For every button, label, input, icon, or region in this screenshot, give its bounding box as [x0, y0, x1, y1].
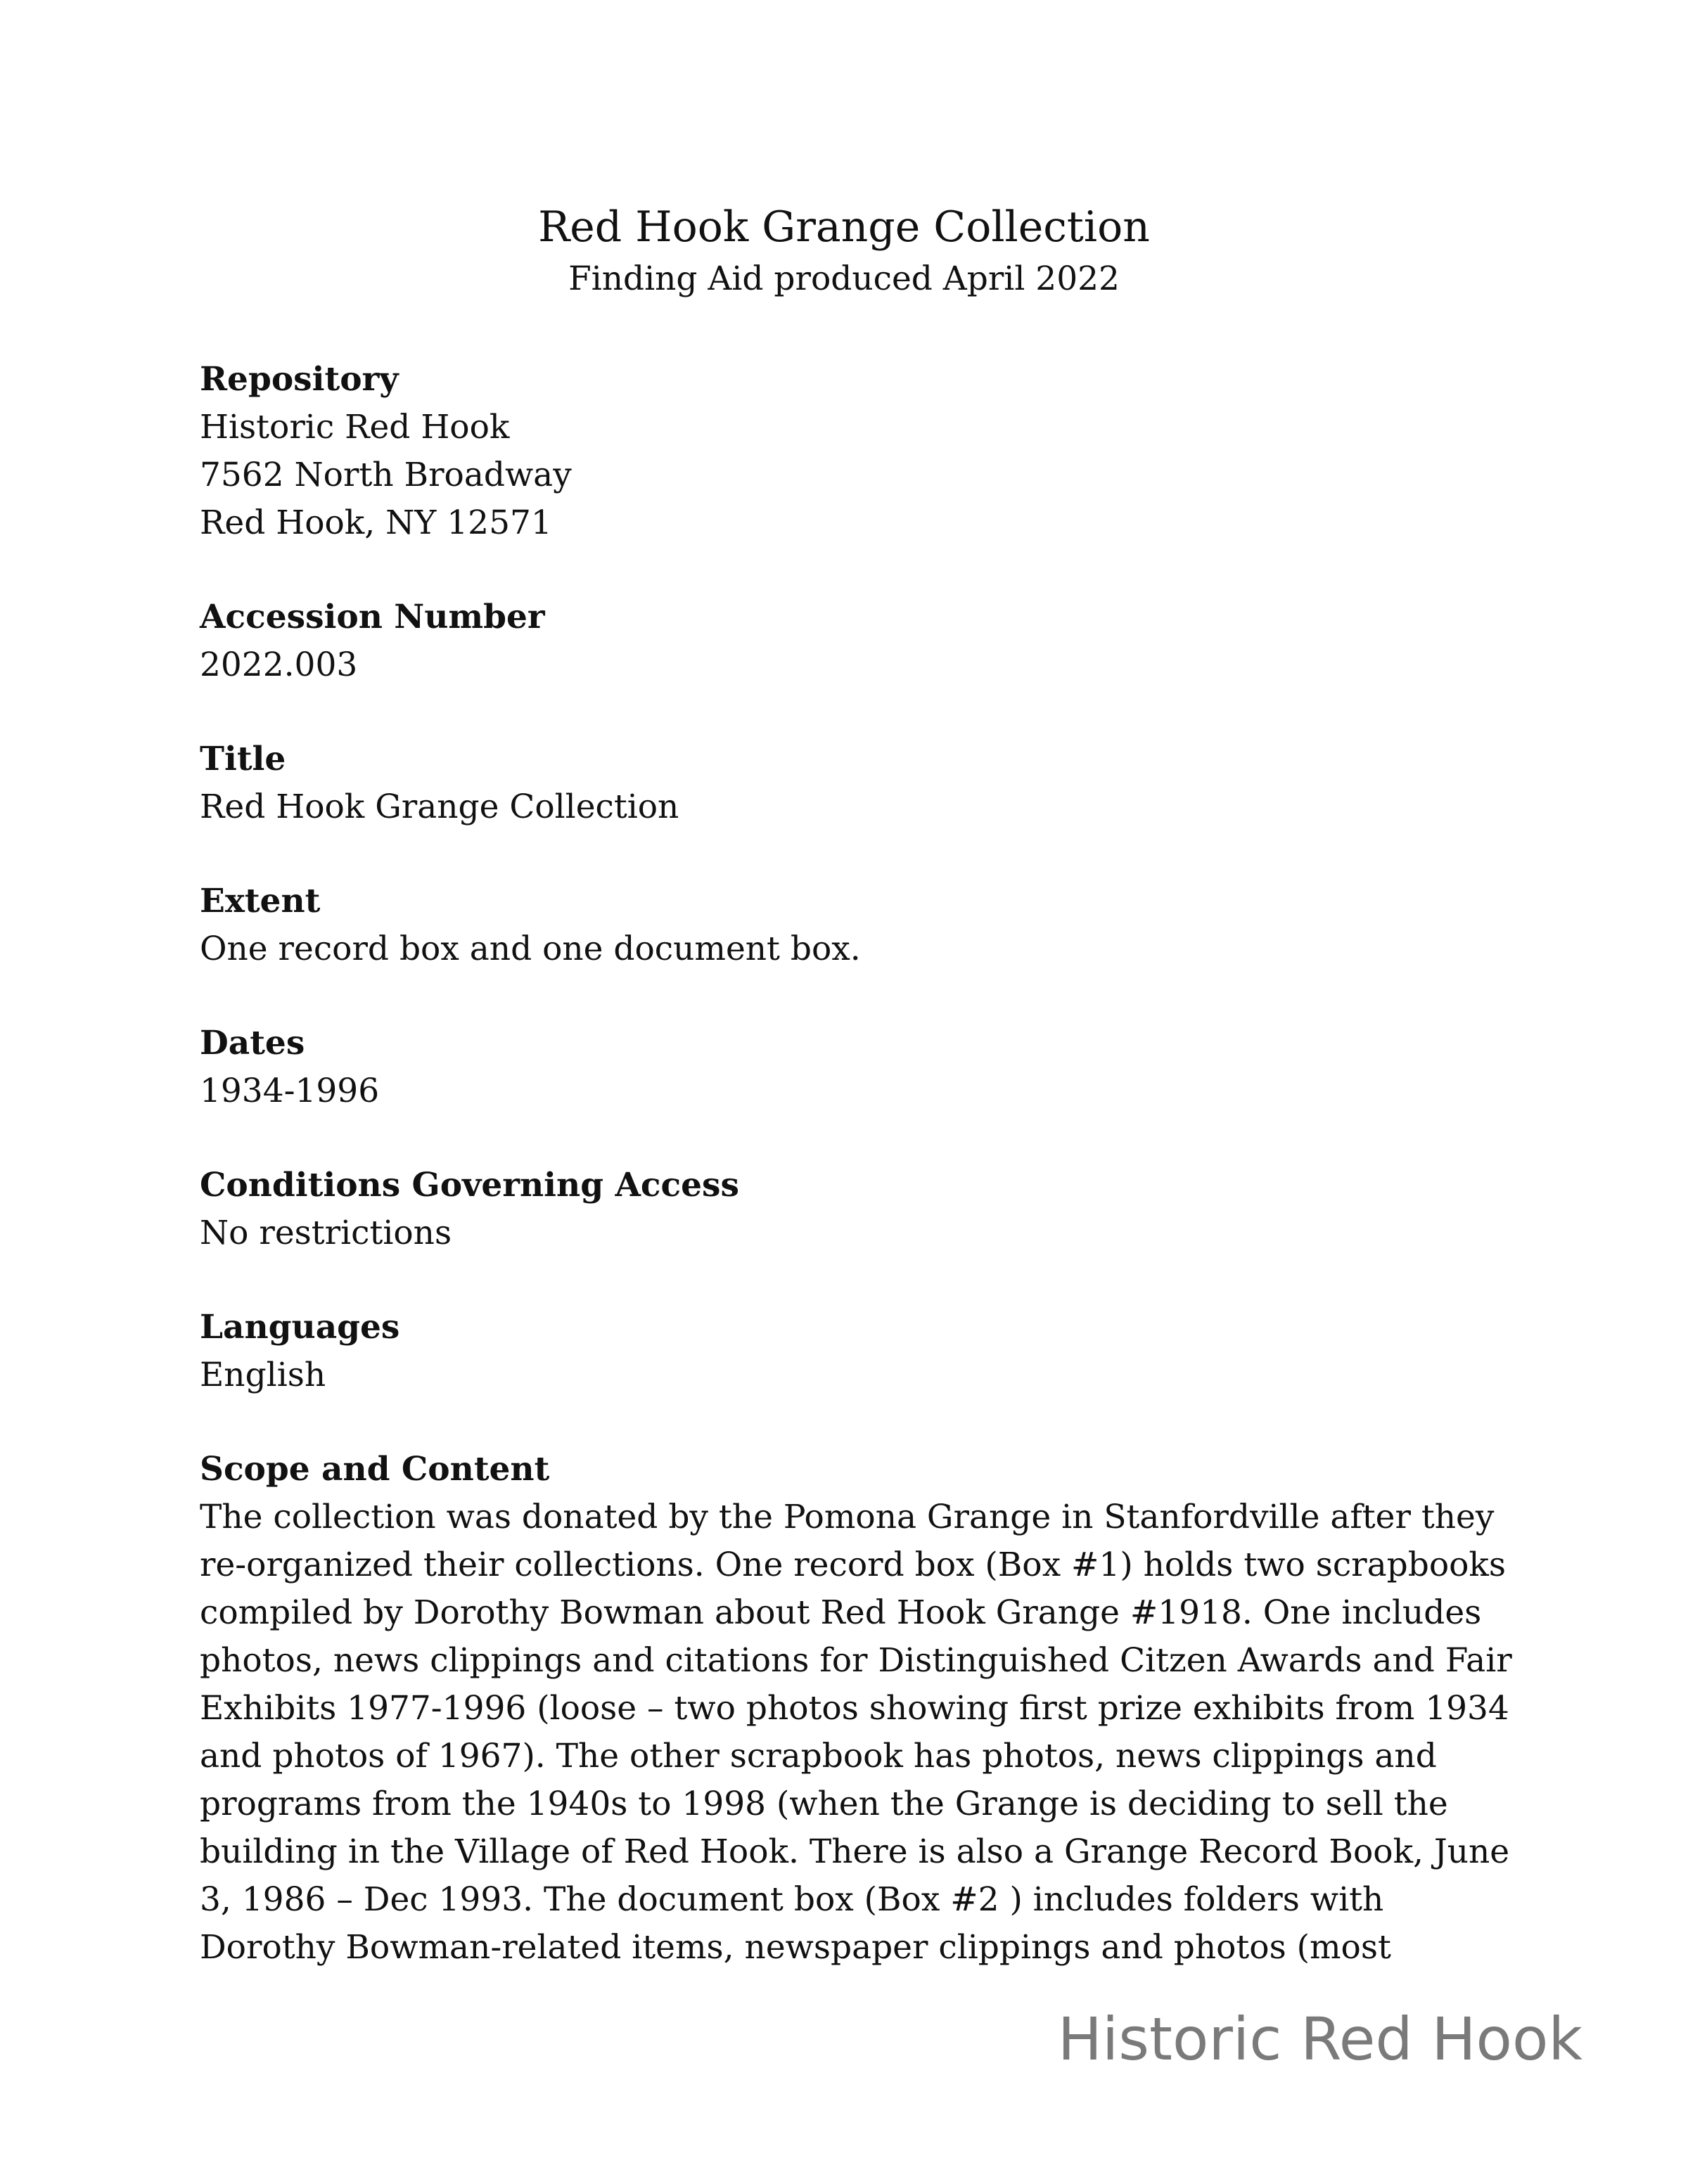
- dates-value: 1934-1996: [200, 1072, 380, 1110]
- access-value: No restrictions: [200, 1214, 452, 1252]
- section-dates: [200, 1020, 1522, 1115]
- repository-city: Red Hook, NY 12571: [200, 503, 552, 542]
- document-title: Red Hook Grange Collection: [538, 203, 1150, 252]
- scope-and-content-text: The collection was donated by the Pomona Grange in Stanfordville after they re-organized their collections. One record box (Box #1) holds two scrapbooks compiled by Dorothy Bowman about Red Hook Grange #1918. One includes photos, news clippings and citations for Distinguished Citzen Awards and Fair Exhibits 1977-1996 (loose – two photos showing first prize exhibits from 1934 and photos of 1967). The other scrapbook has photos, news clippings and programs from the 1940s to 1998 (when the Grange is deciding to sell the building in the Village of Red Hook. There is also a Grange Record Book, June 3, 1986 – Dec 1993. The document box (Box #2 ) includes folders with Dorothy Bowman-related items, newspaper clippings and photos (most: [200, 1498, 1512, 1967]
- section-heading: Conditions Governing Access: [200, 1166, 739, 1205]
- section-heading: Accession Number: [200, 598, 545, 636]
- languages-value: English: [200, 1356, 326, 1394]
- section-title: [200, 736, 1522, 831]
- section-scope-and-content: [200, 1446, 1522, 1972]
- repository-street: 7562 North Broadway: [200, 456, 572, 494]
- accession-number-value: 2022.003: [200, 645, 358, 684]
- section-heading: Scope and Content: [200, 1450, 550, 1489]
- section-heading: Extent: [200, 882, 321, 920]
- section-languages: [200, 1304, 1522, 1399]
- watermark-logo-text: Historic Red Hook: [1057, 2005, 1582, 2074]
- extent-value: One record box and one document box.: [200, 930, 861, 968]
- section-heading: Dates: [200, 1024, 305, 1062]
- document-subtitle: Finding Aid produced April 2022: [568, 259, 1120, 298]
- section-heading: Title: [200, 740, 286, 778]
- repository-name: Historic Red Hook: [200, 408, 510, 447]
- section-repository: [200, 356, 1522, 547]
- section-conditions-governing-access: [200, 1162, 1522, 1257]
- title-value: Red Hook Grange Collection: [200, 788, 679, 826]
- section-extent: [200, 878, 1522, 973]
- section-heading: Repository: [200, 360, 399, 399]
- section-accession-number: [200, 593, 1522, 689]
- document-body: [200, 356, 1522, 2018]
- document-header: [0, 200, 1688, 304]
- section-heading: Languages: [200, 1308, 400, 1347]
